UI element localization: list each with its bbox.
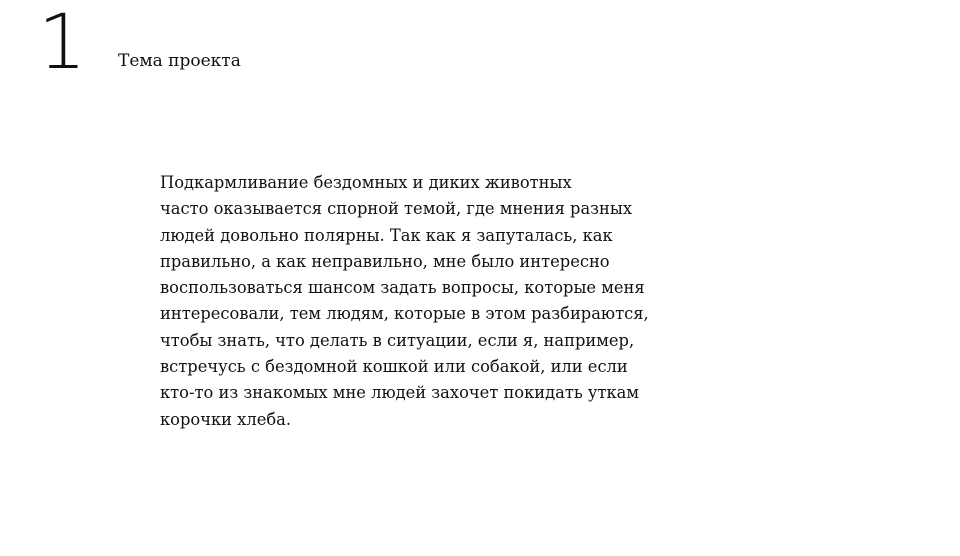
body-line: встречусь с бездомной кошкой или собакой, или если: [160, 357, 628, 377]
slide-number: 1: [38, 0, 85, 86]
slide-title: Тема проекта: [118, 51, 241, 71]
body-line: чтобы знать, что делать в ситуации, если я, например,: [160, 330, 635, 350]
body-line: воспользоваться шансом задать вопросы, которые меня: [160, 278, 645, 298]
body-line: Подкармливание бездомных и диких животных: [160, 173, 572, 192]
body-line: интересовали, тем людям, которые в этом разбираются,: [160, 304, 649, 324]
body-line: правильно, а как неправильно, мне было интересно: [160, 251, 610, 271]
body-line: часто оказывается спорной темой, где мнения разных: [160, 199, 633, 219]
body-line: кто-то из знакомых мне людей захочет покидать уткам: [160, 383, 640, 403]
body-line: корочки хлеба.: [160, 409, 292, 429]
body-paragraph: [160, 170, 720, 433]
body-line: людей довольно полярны. Так как я запуталась, как: [160, 225, 613, 245]
